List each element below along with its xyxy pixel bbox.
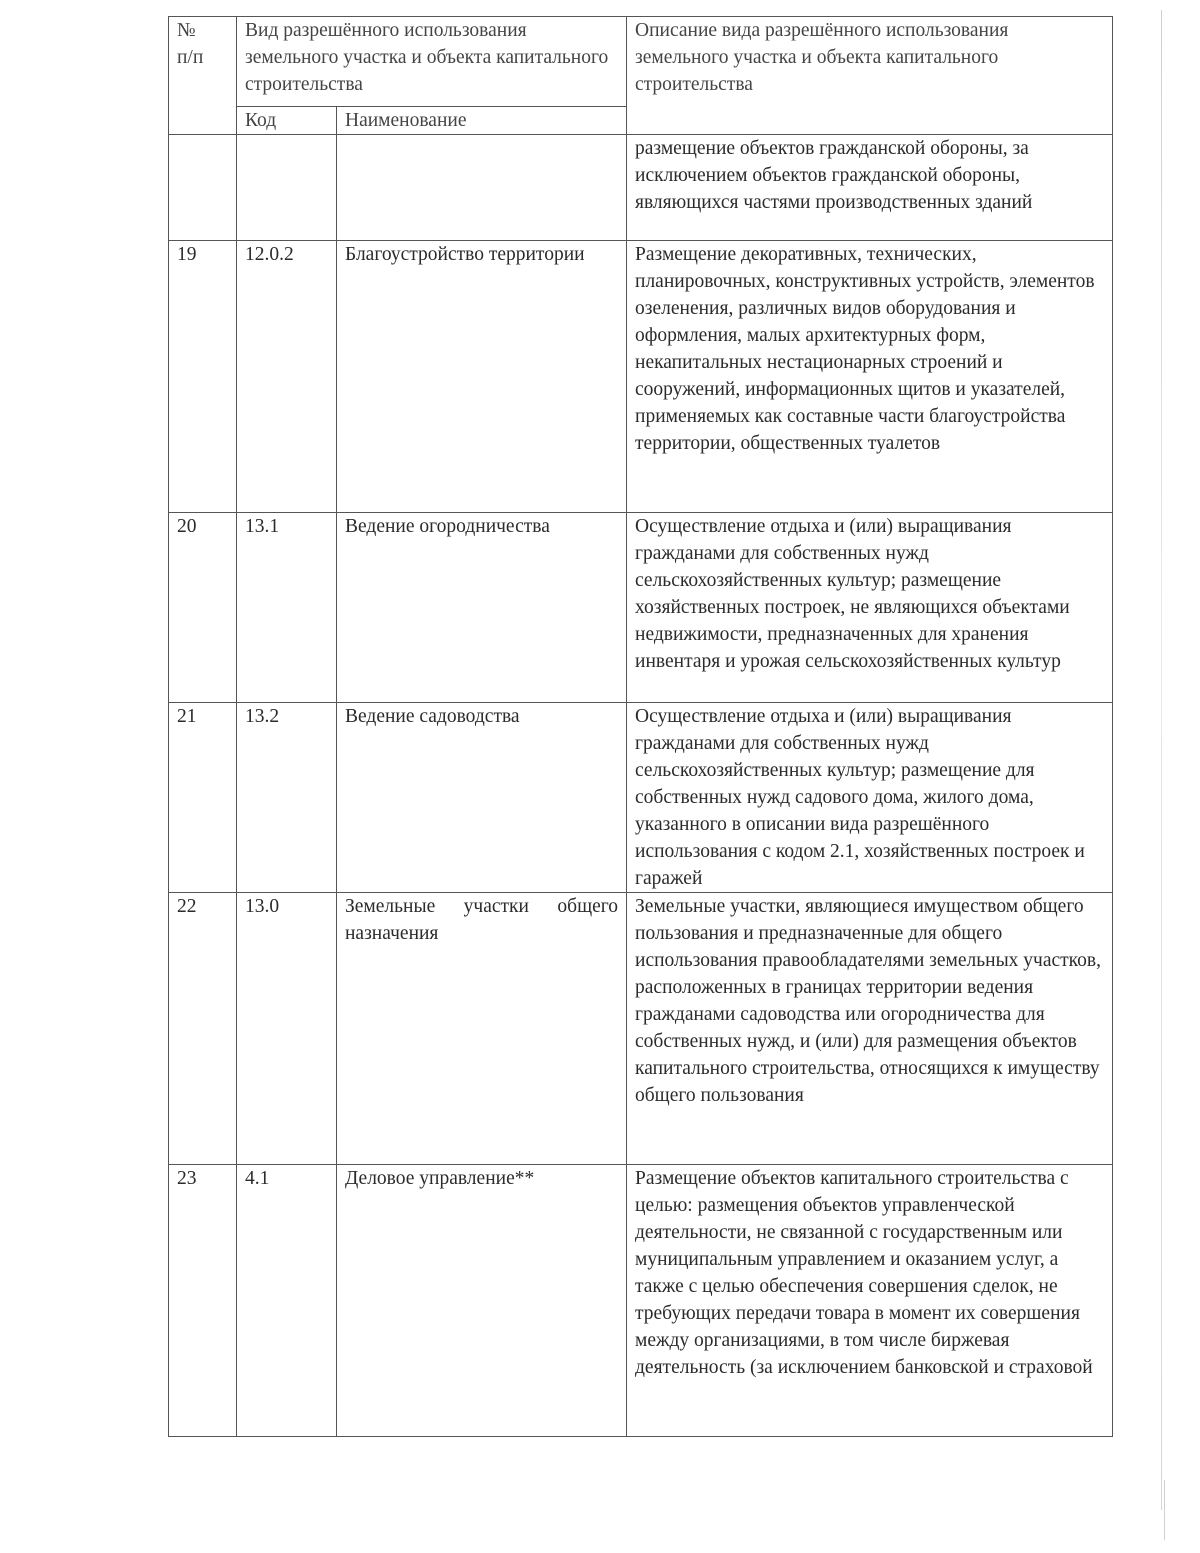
header-number xyxy=(169,17,237,135)
row-description: Размещение объектов капитального строительства с целью: размещения объектов управленческой деятельности, не связанной с государственным или муниципальным управлением и оказанием услуг, а также с целью обеспечения совершения сделок, не требующих передачи товара в момент их совершения между организациями, в том числе биржевая деятельность (за исключением банковской и страховой xyxy=(627,1165,1113,1437)
row-number: 19 xyxy=(169,241,237,513)
row-name: Земельные участки общего назначения xyxy=(337,893,627,1165)
row-name: Ведение садоводства xyxy=(337,703,627,893)
row-number: 22 xyxy=(169,893,237,1165)
header-name-label: Наименование xyxy=(345,110,467,131)
row-description-cell xyxy=(627,135,1113,241)
row-code-cell xyxy=(237,135,337,241)
table-row xyxy=(169,703,1113,893)
table-row xyxy=(169,241,1113,513)
row-description: Осуществление отдыха и (или) выращивания гражданами для собственных нужд сельскохозяйственных культур; размещение для собственных нужд садового дома, жилого дома, указанного в описании вида разрешённого использования с кодом 2.1, хозяйственных построек и гаражей xyxy=(627,703,1113,893)
header-description-label: Описание вида разрешённого использования земельного участка и объекта капитального строительства xyxy=(635,20,1009,95)
row-number: 21 xyxy=(169,703,237,893)
row-number: 23 xyxy=(169,1165,237,1437)
header-number-label: № п/п xyxy=(177,20,204,68)
header-description xyxy=(627,17,1113,135)
row-name: Благоустройство территории xyxy=(337,241,627,513)
row-description: Размещение декоративных, технических, планировочных, конструктивных устройств, элементов озеленения, различных видов оборудования и оформления, малых архитектурных форм, некапитальных нестационарных строений и сооружений, информационных щитов и указателей, применяемых как составные части благоустройства территории, общественных туалетов xyxy=(627,241,1113,513)
row-number: 20 xyxy=(169,513,237,703)
row-description: Земельные участки, являющиеся имуществом общего пользования и предназначенные для общего использования правообладателями земельных участков, расположенных в границах территории ведения гражданами садоводства или огородничества для собственных нужд, и (или) для размещения объектов капитального строительства, относящихся к имуществу общего пользования xyxy=(627,893,1113,1165)
row-number-cell xyxy=(169,135,237,241)
row-name: Деловое управление** xyxy=(337,1165,627,1437)
table-row-continuation xyxy=(169,135,1113,241)
header-code-label: Код xyxy=(245,110,277,131)
scan-edge-line xyxy=(1161,10,1162,1510)
header-code xyxy=(237,107,337,135)
scan-edge-mark xyxy=(1164,1480,1165,1540)
header-use-type-label: Вид разрешённого использования земельного участка и объекта капитального строительства xyxy=(245,20,609,95)
header-use-type-group xyxy=(237,17,627,107)
row-code: 13.1 xyxy=(237,513,337,703)
table-row xyxy=(169,893,1113,1165)
land-use-table xyxy=(168,16,1113,1437)
row-code: 4.1 xyxy=(237,1165,337,1437)
header-name xyxy=(337,107,627,135)
row-code: 13.2 xyxy=(237,703,337,893)
row-code: 13.0 xyxy=(237,893,337,1165)
table-row xyxy=(169,513,1113,703)
row-description: Осуществление отдыха и (или) выращивания гражданами для собственных нужд сельскохозяйственных культур; размещение хозяйственных построек, не являющихся объектами недвижимости, предназначенных для хранения инвентаря и урожая сельскохозяйственных культур xyxy=(627,513,1113,703)
table-row xyxy=(169,1165,1113,1437)
row-code: 12.0.2 xyxy=(237,241,337,513)
row-name: Ведение огородничества xyxy=(337,513,627,703)
row-description: размещение объектов гражданской обороны, за исключением объектов гражданской обороны, являющихся частями производственных зданий xyxy=(635,138,1033,213)
row-name-cell xyxy=(337,135,627,241)
